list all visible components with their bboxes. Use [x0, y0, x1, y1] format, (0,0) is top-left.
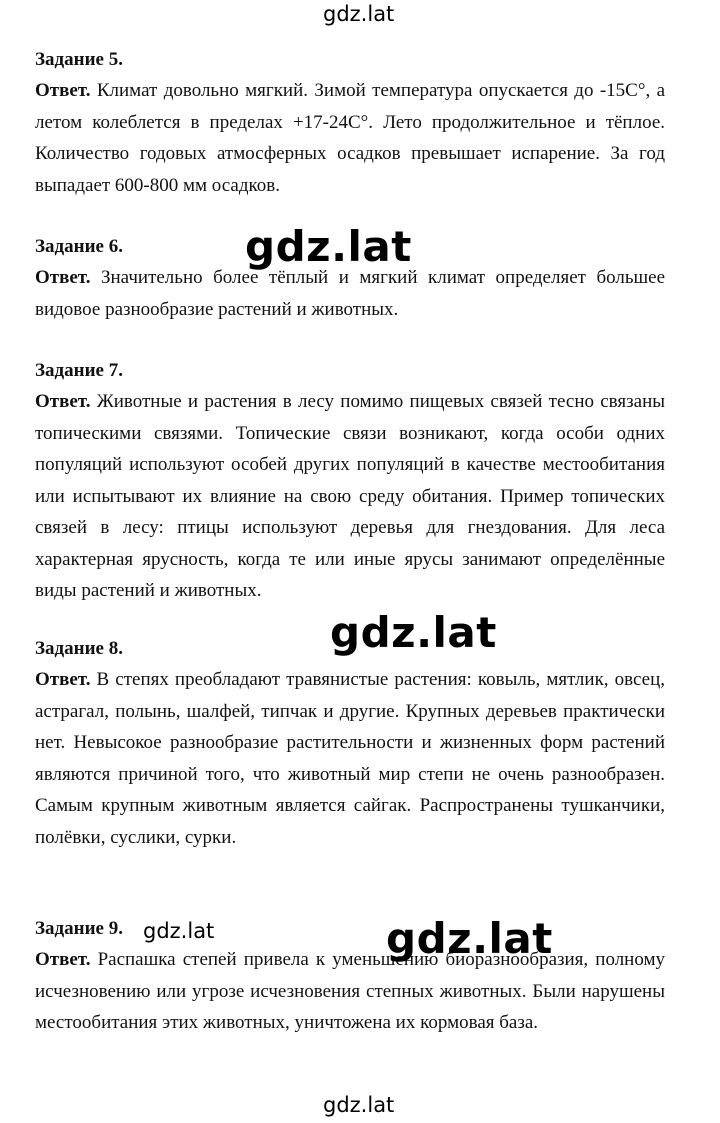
answer-paragraph	[35, 386, 665, 607]
task-block	[35, 914, 665, 1039]
answer-paragraph	[35, 944, 665, 1039]
task-title: Задание 6.	[35, 236, 123, 257]
answer-text: Значительно более тёплый и мягкий климат определяет большее видовое разнообразие растений и животных.	[35, 267, 666, 320]
watermark-large: gdz.lat	[330, 608, 497, 657]
answer-label: Ответ.	[35, 80, 91, 101]
answer-text: Распашка степей привела к уменьшению биоразнообразия, полному исчезновению или угрозе исчезновения степных животных. Были нарушены местообитания этих животных, уничтожена их кормовая база.	[35, 949, 666, 1033]
answer-paragraph	[35, 75, 665, 201]
task-title: Задание 5.	[35, 49, 123, 70]
answer-paragraph	[35, 262, 665, 325]
task-title: Задание 8.	[35, 638, 123, 659]
answer-text: В степях преобладают травянистые растения: ковыль, мятлик, овсец, астрагал, полынь, шалфей, типчак и другие. Крупных деревьев практически нет. Невысокое разнообразие растительности и жизненных форм растений являются причиной того, что животный мир степи не очень разнообразен. Самым крупным животным является сайгак. Распространены тушканчики, полёвки, суслики, сурки.	[35, 669, 665, 848]
watermark-inline: gdz.lat	[143, 919, 215, 943]
task-block	[35, 356, 665, 607]
answer-label: Ответ.	[35, 949, 91, 970]
task-title: Задание 9.	[35, 918, 123, 939]
answer-label: Ответ.	[35, 267, 91, 288]
answer-text: Животные и растения в лесу помимо пищевых связей тесно связаны топическими связями. Топические связи возникают, когда особи одних популяций используют особей других популяций в качестве местообитания или испытывают их влияние на свою среду обитания. Пример топических связей в лесу: птицы используют деревья для гнездования. Для леса характерная ярусность, когда те или иные ярусы занимают определённые виды растений и животных.	[35, 391, 665, 601]
task-block	[35, 45, 665, 201]
watermark-large: gdz.lat	[245, 222, 412, 271]
task-block	[35, 634, 665, 853]
task-title: Задание 7.	[35, 360, 123, 381]
answer-paragraph	[35, 664, 665, 853]
answer-text: Климат довольно мягкий. Зимой температура опускается до -15С°, а летом колеблется в пределах +17-24С°. Лето продолжительное и тёплое. Количество годовых атмосферных осадков превышает испарение. За год выпадает 600-800 мм осадков.	[35, 80, 666, 196]
watermark-top: gdz.lat	[323, 2, 395, 26]
answer-label: Ответ.	[35, 669, 91, 690]
watermark-bottom: gdz.lat	[323, 1093, 395, 1117]
answer-label: Ответ.	[35, 391, 91, 412]
watermark-large: gdz.lat	[386, 914, 553, 963]
